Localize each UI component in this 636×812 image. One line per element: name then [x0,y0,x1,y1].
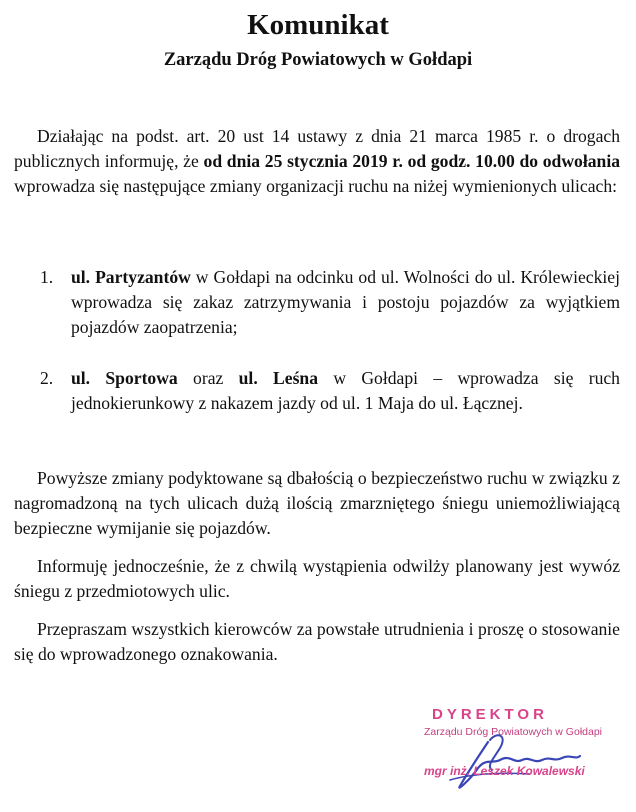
intro-paragraph [14,124,620,199]
list-item-text: w Gołdapi na odcinku od ul. Wolności do ul. Królewieckiej wprowadza się zakaz zatrzymywania i postoju pojazdów za wyjątkiem pojazdów zaopatrzenia; [71,267,620,337]
handwritten-signature [430,724,600,794]
street-name: Leśna [273,368,319,388]
street-prefix: ul. [71,267,96,287]
street-prefix: ul. [71,368,106,388]
body-paragraph-3: Przepraszam wszystkich kierowców za powstałe utrudnienia i proszę o stosowanie się do wprowadzonego oznakowania. [14,619,620,664]
street-prefix: ul. [238,368,274,388]
document-title: Komunikat [247,9,389,41]
street-name: Partyzantów [95,267,191,287]
intro-text-1: Działając na podst. art. 20 ust 14 ustawy z dnia 21 marca 1985 r. o drogach publicznych informuję, że [14,126,620,171]
list-item-number: 1. [40,267,54,287]
list-item-body [71,366,620,416]
director-stamp [400,706,620,806]
list-item-text: w Gołdapi – wprowadza się ruch jednokierunkowy z nakazem jazdy od ul. 1 Maja do ul. Łącznej. [71,368,620,413]
stamp-title: DYREKTOR [432,706,548,723]
list-item-connector: oraz [177,368,239,388]
intro-text-2: wprowadza się następujące zmiany organizacji ruchu na niżej wymienionych ulicach: [14,176,617,196]
body-paragraph-2: Informuję jednocześnie, że z chwilą wystąpienia odwilży planowany jest wywóz śniegu z przedmiotowych ulic. [14,556,620,601]
list-item-number: 2. [40,368,54,388]
document-subtitle: Zarządu Dróg Powiatowych w Gołdapi [163,50,473,70]
street-name: Sportowa [105,368,178,388]
list-item-1 [40,265,620,340]
stamp-name: mgr inż. Leszek Kowalewski [424,764,585,778]
stamp-organization: Zarządu Dróg Powiatowych w Gołdapi [424,726,602,738]
list-item-body [71,265,620,340]
list-item-2 [40,366,620,416]
intro-bold-date: od dnia 25 stycznia 2019 r. od godz. 10.00 do odwołania [203,151,620,171]
body-paragraph-1: Powyższe zmiany podyktowane są dbałością o bezpieczeństwo ruchu w związku z nagromadzoną na tych ulicach dużą ilością zmarzniętego śniegu uniemożliwiającą bezpieczne wymijanie się pojazdów. [14,468,620,538]
